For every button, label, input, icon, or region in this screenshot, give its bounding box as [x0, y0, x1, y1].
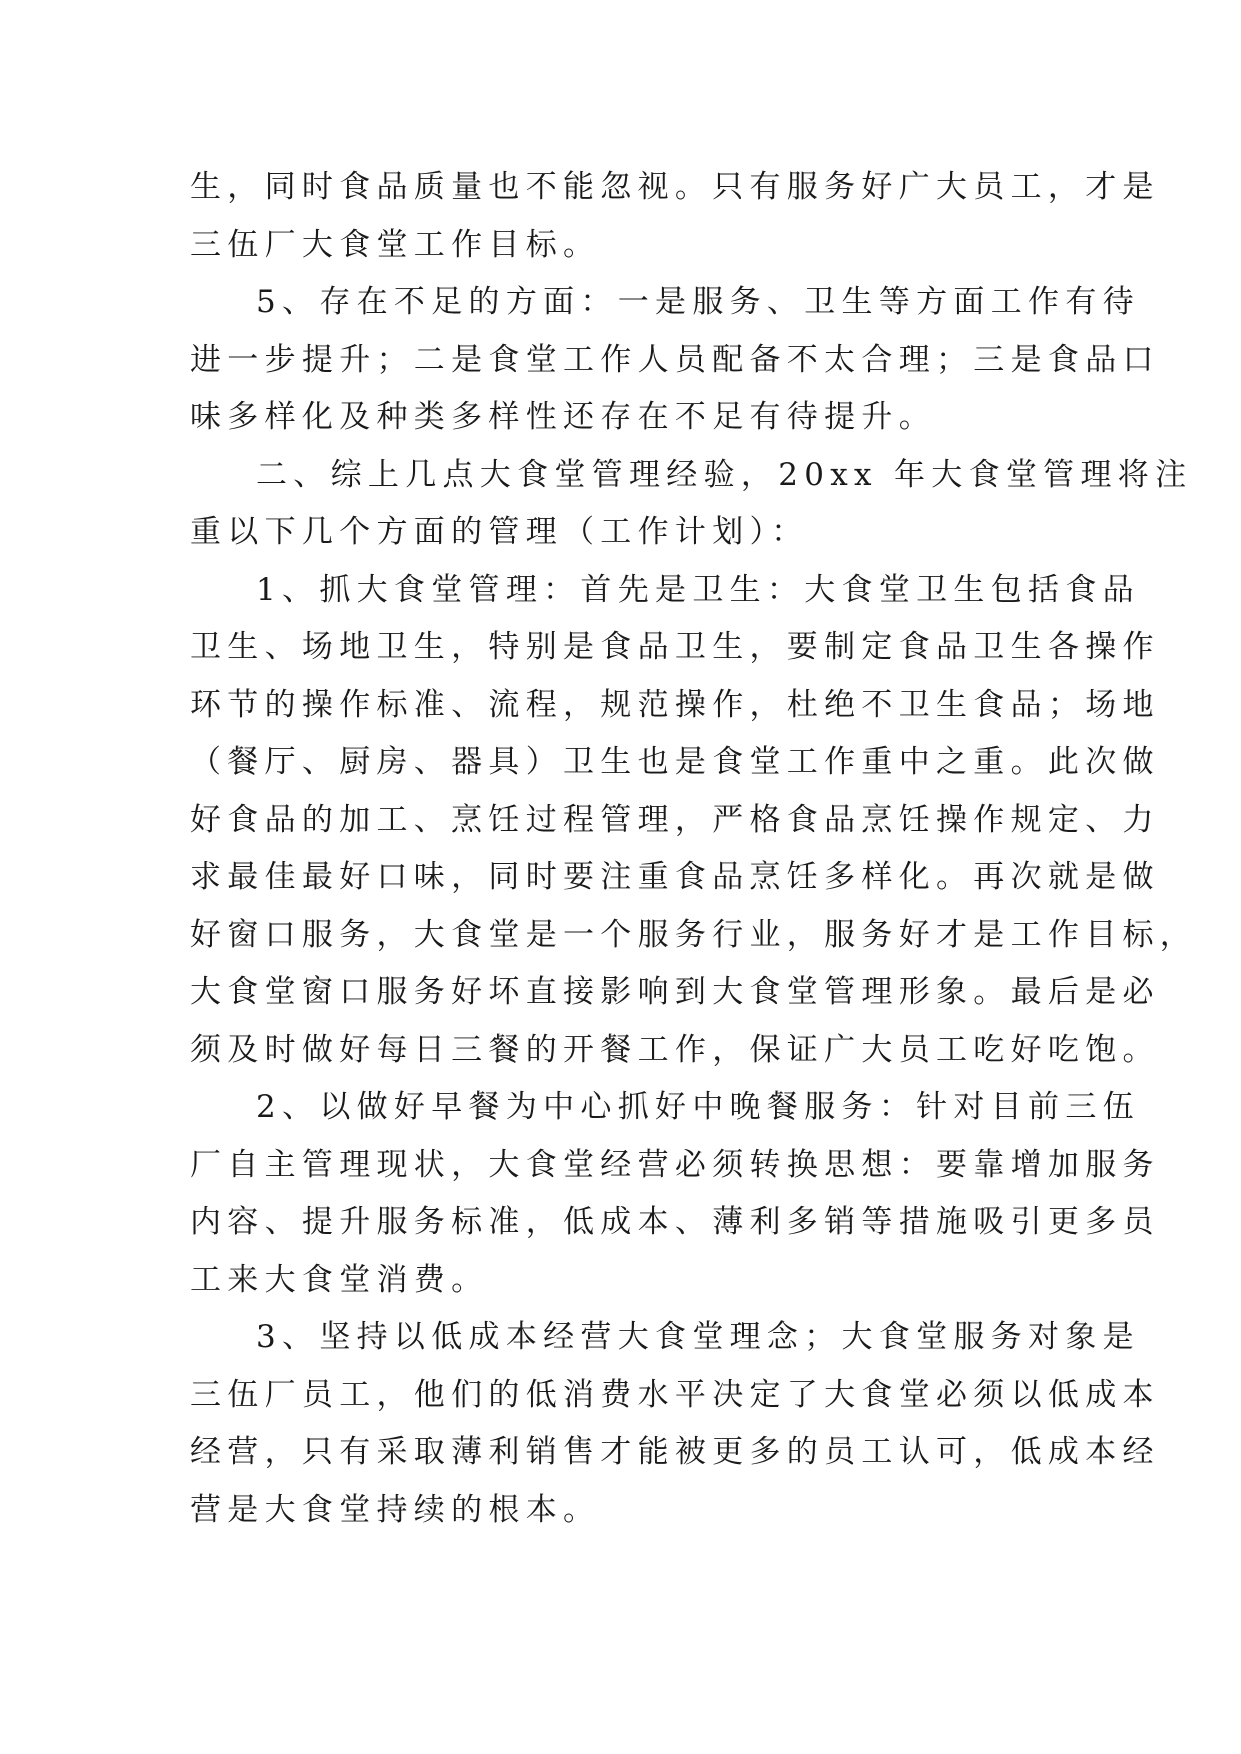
text-line: 三伍厂员工，他们的低消费水平决定了大食堂必须以低成本	[190, 1376, 1160, 1413]
paragraph-item-three	[190, 1309, 1160, 1539]
text-line: 厂自主管理现状，大食堂经营必须转换思想：要靠增加服务	[190, 1146, 1160, 1183]
text-line: 1、抓大食堂管理：首先是卫生：大食堂卫生包括食品	[256, 571, 1140, 608]
text-line: 工来大食堂消费。	[190, 1261, 489, 1298]
text-line: 好食品的加工、烹饪过程管理，严格食品烹饪操作规定、力	[190, 801, 1160, 838]
text-line: 二、综上几点大食堂管理经验，20xx 年大食堂管理将注	[256, 456, 1193, 493]
paragraph-item-two	[190, 1079, 1160, 1309]
text-line: 经营，只有采取薄利销售才能被更多的员工认可，低成本经	[190, 1434, 1160, 1470]
text-line: 生，同时食品质量也不能忽视。只有服务好广大员工，才是	[190, 169, 1160, 205]
document-body	[190, 159, 1198, 1539]
paragraph-item-one	[190, 562, 1198, 1080]
text-line: 内容、提升服务标准，低成本、薄利多销等措施吸引更多员	[190, 1204, 1160, 1240]
text-line: 3、坚持以低成本经营大食堂理念；大食堂服务对象是	[256, 1319, 1140, 1355]
text-line: 三伍厂大食堂工作目标。	[190, 226, 601, 263]
text-line: 大食堂窗口服务好坏直接影响到大食堂管理形象。最后是必	[190, 974, 1160, 1010]
text-line: 须及时做好每日三餐的开餐工作，保证广大员工吃好吃饱。	[190, 1031, 1160, 1068]
text-line: 味多样化及种类多样性还存在不足有待提升。	[190, 399, 936, 435]
paragraph-section-two	[190, 447, 1193, 562]
paragraph-continuation	[190, 159, 1160, 274]
text-line: 营是大食堂持续的根本。	[190, 1491, 601, 1528]
text-line: 5、存在不足的方面：一是服务、卫生等方面工作有待	[256, 284, 1140, 320]
text-line: 求最佳最好口味，同时要注重食品烹饪多样化。再次就是做	[190, 859, 1160, 895]
text-line: （餐厅、厨房、器具）卫生也是食堂工作重中之重。此次做	[190, 744, 1160, 780]
paragraph-shortcomings	[190, 274, 1160, 447]
text-line: 卫生、场地卫生，特别是食品卫生，要制定食品卫生各操作	[190, 629, 1160, 665]
text-line: 2、以做好早餐为中心抓好中晚餐服务：针对目前三伍	[256, 1089, 1140, 1125]
text-line: 好窗口服务，大食堂是一个服务行业，服务好才是工作目标，	[190, 916, 1198, 953]
text-line: 进一步提升；二是食堂工作人员配备不太合理；三是食品口	[190, 341, 1160, 378]
text-line: 环节的操作标准、流程，规范操作，杜绝不卫生食品；场地	[190, 686, 1160, 723]
text-line: 重以下几个方面的管理（工作计划）：	[190, 514, 809, 550]
